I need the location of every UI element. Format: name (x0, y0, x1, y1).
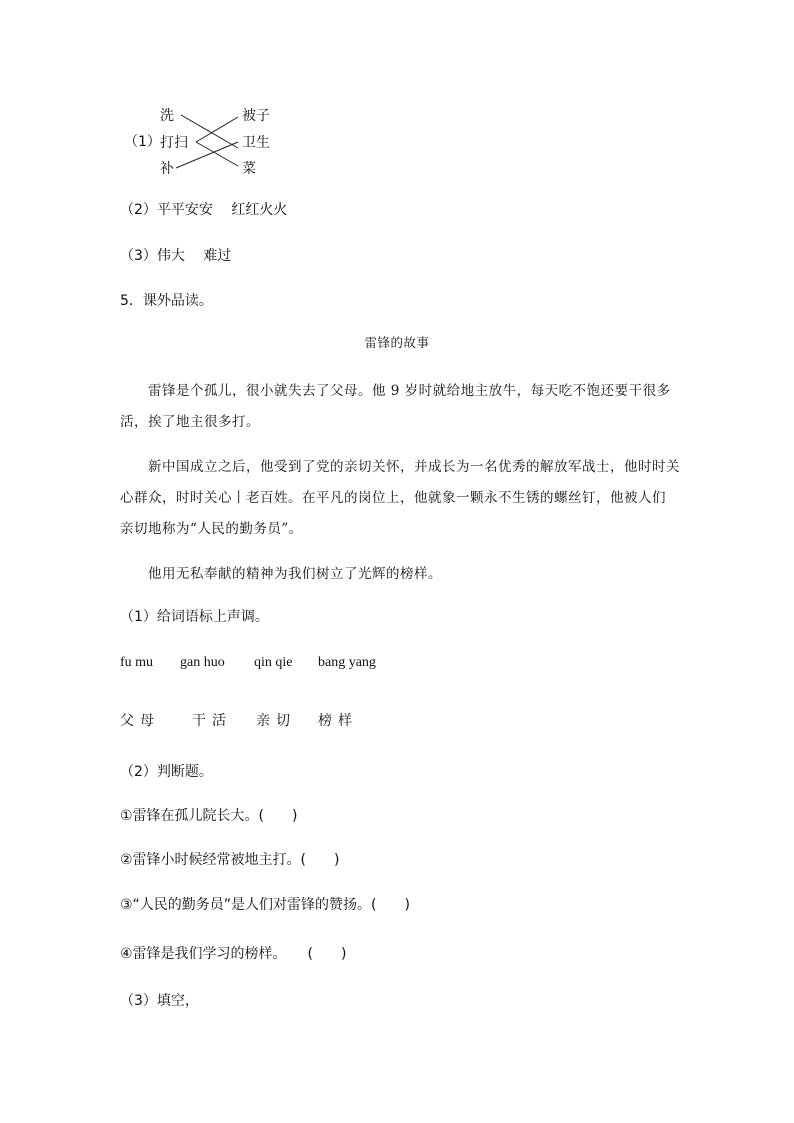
answer-q3: （3）伟大 难过 (120, 248, 232, 264)
matching-right-item: 卫生 (242, 135, 270, 151)
pinyin-word: fu mu (120, 655, 154, 670)
match-line (196, 117, 238, 142)
matching-number: （1） (124, 134, 161, 150)
pinyin-word: gan huo (180, 655, 225, 670)
question-label: （1）给词语标上声调。 (120, 609, 269, 625)
matching-left-item: 补 (160, 161, 174, 177)
section-heading: 5．课外品读。 (120, 293, 213, 309)
match-line (176, 142, 238, 168)
question-label: （2）判断题。 (120, 764, 213, 780)
story-paragraph-line: 雷锋是个孤儿，很小就失去了父母。他 9 岁时就给地主放牛，每天吃不饱还要干很多 (148, 383, 671, 399)
matching-right-item: 菜 (242, 161, 256, 177)
story-paragraph-line: 他用无私奉献的精神为我们树立了光辉的榜样。 (148, 566, 442, 582)
pinyin-word: bang yang (318, 655, 376, 670)
story-title: 雷锋的故事 (364, 335, 430, 350)
match-line (181, 115, 238, 148)
match-line (196, 142, 238, 166)
judgement-item: ④雷锋是我们学习的榜样。 ( ) (120, 946, 347, 962)
answer-q2: （2）平平安安 红红火火 (120, 202, 288, 218)
story-paragraph-line: 心群众，时时关心丨老百姓。在平凡的岗位上，他就象一颗永不生锈的螺丝钉，他被人们 (120, 490, 666, 506)
story-paragraph-line: 活，挨了地主很多打。 (120, 414, 260, 430)
story-paragraph-line: 亲切地称为“人民的勤务员”。 (120, 521, 303, 537)
hanzi-word: 父母 (120, 713, 160, 729)
matching-left-item: 打扫 (160, 135, 188, 151)
matching-right-item: 被子 (242, 108, 270, 124)
matching-left-item: 洗 (160, 108, 174, 124)
matching-connector-lines (0, 0, 794, 200)
judgement-item: ③“人民的勤务员”是人们对雷锋的赞扬。( ) (120, 897, 410, 913)
question-label: （3）填空， (120, 993, 199, 1009)
pinyin-word: qin qie (254, 655, 293, 670)
hanzi-word: 干活 (192, 713, 232, 729)
hanzi-word: 榜样 (318, 713, 358, 729)
story-paragraph-line: 新中国成立之后，他受到了党的亲切关怀，并成长为一名优秀的解放军战士，他时时关 (148, 459, 680, 475)
judgement-item: ①雷锋在孤儿院长大。( ) (120, 808, 298, 824)
hanzi-word: 亲切 (256, 713, 296, 729)
judgement-item: ②雷锋小时候经常被地主打。( ) (120, 852, 340, 868)
